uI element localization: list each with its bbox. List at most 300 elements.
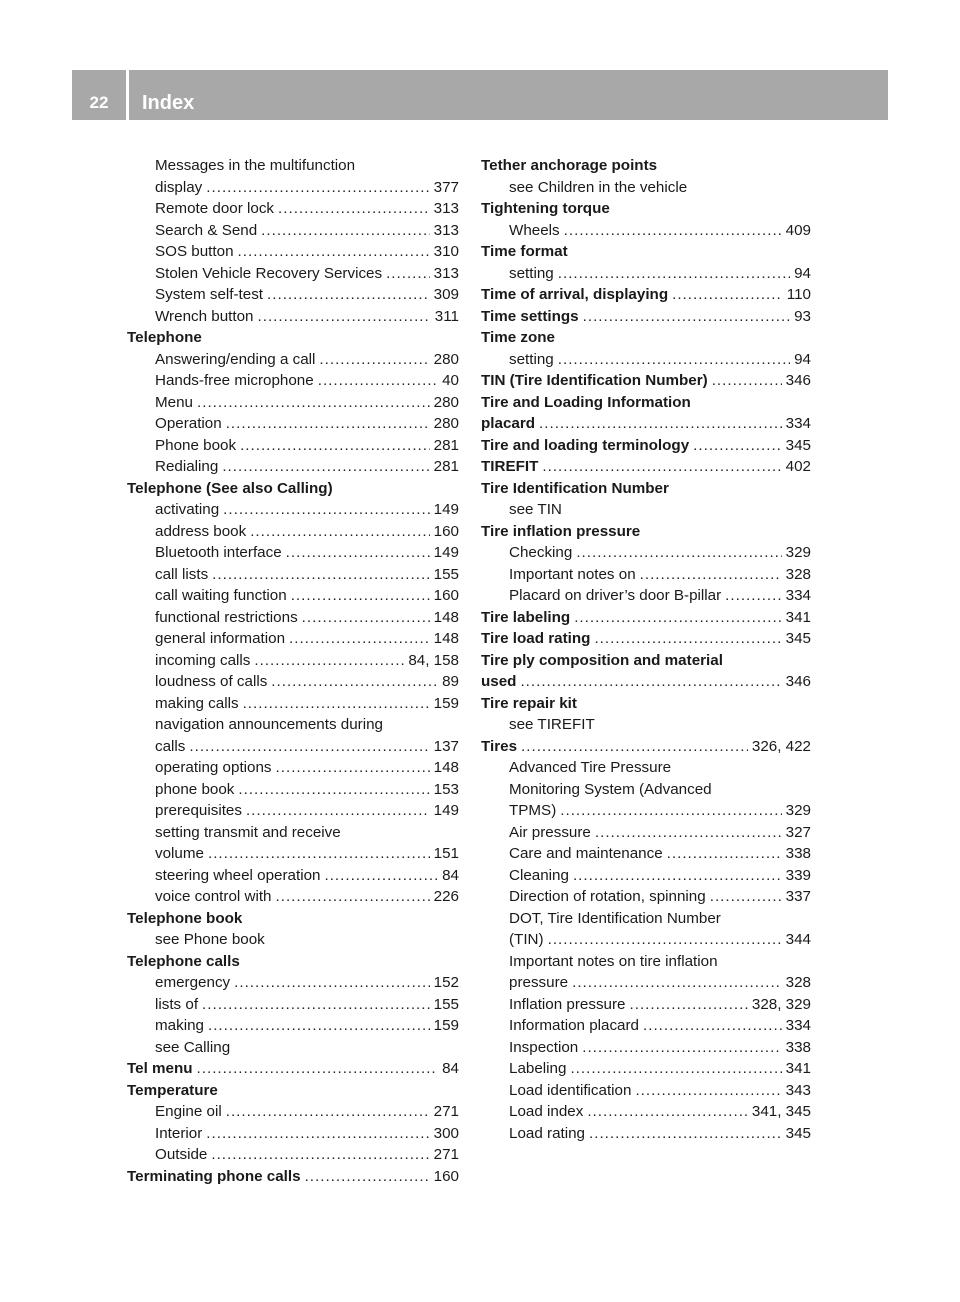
- index-subentry[interactable]: [127, 800, 459, 822]
- entry-text: calls: [155, 737, 186, 755]
- page-reference[interactable]: 328, 329: [751, 995, 811, 1013]
- page-reference[interactable]: 328: [785, 565, 811, 583]
- page-reference[interactable]: 313: [433, 221, 459, 239]
- index-heading: [481, 650, 811, 672]
- index-heading: [481, 478, 811, 500]
- dot-leader: [208, 843, 430, 865]
- page-reference[interactable]: 84: [442, 866, 459, 884]
- index-heading: [481, 392, 811, 414]
- entry-text: Important notes on: [509, 565, 636, 583]
- entry-text: Wheels: [509, 221, 560, 239]
- index-subentry[interactable]: [481, 1058, 811, 1080]
- dot-leader: [250, 521, 429, 543]
- dot-leader: [594, 628, 781, 650]
- index-subentry[interactable]: [481, 1015, 811, 1037]
- dot-leader: [587, 1101, 748, 1123]
- entry-text: Checking: [509, 544, 573, 561]
- index-subentry: [127, 822, 459, 844]
- dot-leader: [212, 564, 429, 586]
- dot-leader: [289, 628, 430, 650]
- page-reference[interactable]: 311: [434, 307, 459, 325]
- dot-leader: [226, 413, 430, 435]
- entry-text: Tire Identification Number: [481, 479, 669, 497]
- index-subentry[interactable]: [127, 564, 459, 586]
- entry-text: making: [155, 1017, 204, 1034]
- entry-text: see Phone book: [155, 931, 265, 948]
- page-reference[interactable]: 334: [785, 415, 811, 432]
- page-reference[interactable]: 281: [433, 436, 459, 454]
- entry-text: lists of: [155, 995, 199, 1013]
- index-subentry[interactable]: [127, 693, 459, 715]
- page-reference[interactable]: 328: [785, 974, 811, 991]
- index-subentry[interactable]: [127, 843, 459, 865]
- dot-leader: [206, 177, 429, 199]
- dot-leader: [667, 843, 782, 865]
- entry-text: pressure: [509, 974, 569, 991]
- dot-leader: [564, 220, 782, 242]
- index-heading: [481, 198, 811, 220]
- index-subentry[interactable]: [127, 435, 459, 457]
- entry-text: activating: [155, 501, 220, 518]
- index-subentry[interactable]: [127, 886, 459, 908]
- page-reference[interactable]: 337: [785, 888, 811, 905]
- entry-text: Redialing: [155, 458, 219, 475]
- page-reference[interactable]: 338: [785, 1038, 811, 1056]
- dot-leader: [595, 822, 782, 844]
- dot-leader: [319, 349, 429, 371]
- index-heading[interactable]: [481, 284, 811, 306]
- page-reference[interactable]: 160: [433, 522, 459, 540]
- index-heading: [127, 327, 459, 349]
- index-heading: [127, 951, 459, 973]
- entry-text: incoming calls: [155, 651, 251, 669]
- entry-text: Tires: [481, 737, 518, 755]
- index-subentry[interactable]: [481, 822, 811, 844]
- entry-text: TIN (Tire Identification Number): [481, 372, 708, 389]
- page-reference[interactable]: 345: [785, 1124, 811, 1142]
- entry-text: see TIREFIT: [509, 716, 595, 733]
- index-subentry[interactable]: [481, 1037, 811, 1059]
- dot-leader: [386, 263, 430, 285]
- page-reference[interactable]: 313: [433, 200, 459, 217]
- entry-text: Remote door lock: [155, 200, 275, 217]
- index-subentry[interactable]: [127, 413, 459, 435]
- dot-leader: [635, 1080, 781, 1102]
- index-subentry[interactable]: [481, 929, 811, 951]
- index-subentry[interactable]: [481, 349, 811, 371]
- page-reference[interactable]: 148: [433, 759, 459, 776]
- entry-text: setting transmit and receive: [155, 823, 341, 841]
- entry-text: volume: [155, 845, 204, 862]
- entry-text: DOT, Tire Identification Number: [509, 909, 721, 927]
- page-number: 22: [89, 93, 109, 112]
- index-column-right: [481, 155, 811, 1144]
- dot-leader: [539, 413, 782, 435]
- entry-text: System self-test: [155, 286, 264, 303]
- page-reference[interactable]: 280: [433, 393, 459, 411]
- dot-leader: [572, 972, 782, 994]
- page-reference[interactable]: 326, 422: [751, 737, 811, 755]
- entry-text: Search & Send: [155, 221, 258, 239]
- page-reference[interactable]: 377: [433, 178, 459, 196]
- entry-text: Tightening torque: [481, 200, 610, 217]
- entry-text: call lists: [155, 565, 209, 583]
- page-reference[interactable]: 94: [794, 350, 811, 368]
- index-subentry[interactable]: [481, 886, 811, 908]
- entry-text: Tire ply composition and material: [481, 651, 723, 669]
- index-subentry[interactable]: [127, 671, 459, 693]
- page-reference[interactable]: 409: [785, 221, 811, 239]
- index-subentry[interactable]: [127, 241, 459, 263]
- entry-text: Advanced Tire Pressure: [509, 759, 672, 776]
- entry-text: Tether anchorage points: [481, 157, 658, 174]
- entry-text: Placard on driver’s door B-pillar: [509, 587, 722, 604]
- index-subentry[interactable]: [481, 1101, 811, 1123]
- page-reference[interactable]: 148: [433, 608, 459, 626]
- index-subentry[interactable]: [127, 306, 459, 328]
- page-reference[interactable]: 344: [785, 931, 811, 948]
- page-reference[interactable]: 159: [433, 694, 459, 712]
- index-subentry[interactable]: [481, 972, 811, 994]
- page-reference[interactable]: 149: [433, 802, 459, 819]
- index-subentry[interactable]: [481, 263, 811, 285]
- page-reference[interactable]: 151: [433, 845, 459, 862]
- index-heading: [127, 1080, 459, 1102]
- entry-text: SOS button: [155, 243, 234, 260]
- entry-text: Tel menu: [127, 1060, 193, 1077]
- index-subentry[interactable]: [127, 1101, 459, 1123]
- dot-leader: [710, 886, 782, 908]
- entry-text: Tire repair kit: [481, 694, 577, 712]
- index-subentry[interactable]: [481, 865, 811, 887]
- entry-text: Temperature: [127, 1081, 218, 1099]
- page-reference[interactable]: 271: [433, 1146, 459, 1163]
- dot-leader: [276, 886, 430, 908]
- page-reference[interactable]: 310: [433, 243, 459, 260]
- entry-text: Tire labeling: [481, 608, 571, 626]
- page-reference[interactable]: 94: [794, 264, 811, 282]
- index-heading[interactable]: [127, 1166, 459, 1188]
- index-subentry: [481, 714, 811, 736]
- entry-text: Important notes on tire inflation: [509, 952, 718, 970]
- index-heading: [481, 521, 811, 543]
- page-reference[interactable]: 402: [785, 458, 811, 475]
- entry-text: voice control with: [155, 888, 272, 905]
- index-subentry[interactable]: [481, 542, 811, 564]
- dot-leader: [271, 671, 438, 693]
- entry-text: Load identification: [509, 1081, 632, 1099]
- index-subentry: [481, 908, 811, 930]
- page-reference[interactable]: 89: [442, 673, 459, 690]
- index-subentry[interactable]: [481, 800, 811, 822]
- index-subentry[interactable]: [127, 349, 459, 371]
- page-reference[interactable]: 345: [785, 436, 811, 454]
- entry-text: setting: [509, 264, 554, 282]
- dot-leader: [570, 1058, 781, 1080]
- entry-text: loudness of calls: [155, 673, 268, 690]
- index-subentry[interactable]: [127, 220, 459, 242]
- entry-text: Inflation pressure: [509, 995, 626, 1013]
- entry-text: Wrench button: [155, 307, 254, 325]
- dot-leader: [197, 1058, 439, 1080]
- entry-text: used: [481, 673, 517, 690]
- index-subentry[interactable]: [127, 198, 459, 220]
- index-heading[interactable]: [481, 671, 811, 693]
- page-reference[interactable]: 345: [785, 630, 811, 647]
- index-subentry[interactable]: [127, 263, 459, 285]
- index-heading: [481, 241, 811, 263]
- index-heading[interactable]: [481, 306, 811, 328]
- dot-leader: [725, 585, 781, 607]
- index-heading[interactable]: [127, 1058, 459, 1080]
- dot-leader: [261, 220, 429, 242]
- dot-leader: [254, 650, 404, 672]
- index-heading[interactable]: [481, 413, 811, 435]
- page-reference[interactable]: 148: [433, 630, 459, 647]
- dot-leader: [672, 284, 783, 306]
- page-reference[interactable]: 341: [785, 608, 811, 626]
- entry-text: general information: [155, 630, 286, 647]
- index-subentry[interactable]: [127, 177, 459, 199]
- entry-text: Load index: [509, 1103, 584, 1120]
- index-subentry[interactable]: [127, 736, 459, 758]
- index-subentry[interactable]: [127, 607, 459, 629]
- index-subentry[interactable]: [481, 994, 811, 1016]
- index-subentry[interactable]: [127, 972, 459, 994]
- entry-text: navigation announcements during: [155, 716, 383, 733]
- page-reference[interactable]: 341, 345: [751, 1103, 811, 1120]
- entry-text: address book: [155, 522, 247, 540]
- page-reference[interactable]: 155: [433, 995, 459, 1013]
- index-subentry[interactable]: [481, 585, 811, 607]
- dot-leader: [286, 542, 430, 564]
- dot-leader: [640, 564, 782, 586]
- entry-text: Time of arrival, displaying: [481, 286, 669, 303]
- page-reference[interactable]: 110: [786, 286, 811, 303]
- page-reference[interactable]: 300: [433, 1124, 459, 1142]
- entry-text: Inspection: [509, 1038, 579, 1056]
- dot-leader: [238, 779, 429, 801]
- index-subentry[interactable]: [127, 779, 459, 801]
- index-subentry[interactable]: [127, 521, 459, 543]
- page-reference[interactable]: 346: [785, 673, 811, 690]
- index-subentry[interactable]: [127, 542, 459, 564]
- section-title: Index: [142, 92, 195, 114]
- dot-leader: [189, 736, 429, 758]
- index-subentry[interactable]: [127, 456, 459, 478]
- dot-leader: [238, 241, 430, 263]
- entry-text: Time settings: [481, 307, 579, 325]
- index-subentry[interactable]: [481, 220, 811, 242]
- page-reference[interactable]: 339: [785, 866, 811, 884]
- dot-leader: [693, 435, 782, 457]
- entry-text: Operation: [155, 415, 222, 432]
- page-reference[interactable]: 155: [433, 565, 459, 583]
- entry-text: Tire and Loading Information: [481, 393, 691, 411]
- dot-leader: [558, 263, 790, 285]
- header-divider: [126, 70, 129, 120]
- dot-leader: [240, 435, 430, 457]
- page-reference[interactable]: 334: [785, 587, 811, 604]
- entry-text: Time zone: [481, 329, 555, 346]
- index-heading: [127, 908, 459, 930]
- dot-leader: [560, 800, 781, 822]
- page-reference[interactable]: 338: [785, 845, 811, 862]
- page-reference[interactable]: 271: [433, 1103, 459, 1120]
- page-reference[interactable]: 159: [433, 1017, 459, 1034]
- entry-text: see TIN: [509, 501, 562, 518]
- entry-text: Telephone (See also Calling): [127, 479, 333, 497]
- index-subentry: [127, 714, 459, 736]
- index-subentry[interactable]: [127, 392, 459, 414]
- entry-text: Telephone calls: [127, 952, 240, 970]
- index-subentry[interactable]: [127, 284, 459, 306]
- dot-leader: [222, 456, 429, 478]
- dot-leader: [211, 1144, 429, 1166]
- page-reference[interactable]: 309: [433, 286, 459, 303]
- index-subentry[interactable]: [481, 1080, 811, 1102]
- index-subentry[interactable]: [127, 1144, 459, 1166]
- index-heading: [127, 478, 459, 500]
- index-subentry[interactable]: [127, 994, 459, 1016]
- entry-text: call waiting function: [155, 587, 287, 604]
- entry-text: Tire and loading terminology: [481, 436, 690, 454]
- index-subentry: [481, 177, 811, 199]
- page-reference[interactable]: 281: [433, 458, 459, 475]
- entry-text: Load rating: [509, 1124, 585, 1142]
- page-reference[interactable]: 226: [433, 888, 459, 905]
- dot-leader: [576, 542, 781, 564]
- index-subentry[interactable]: [127, 757, 459, 779]
- page-reference[interactable]: 40: [442, 372, 459, 389]
- page-reference[interactable]: 329: [785, 802, 811, 819]
- page-reference[interactable]: 153: [433, 780, 459, 798]
- index-heading: [481, 155, 811, 177]
- index-subentry: [481, 951, 811, 973]
- index-subentry[interactable]: [127, 650, 459, 672]
- entry-text: display: [155, 178, 203, 196]
- entry-text: functional restrictions: [155, 608, 298, 626]
- entry-text: prerequisites: [155, 802, 242, 819]
- page-header: [72, 70, 888, 120]
- dot-leader: [573, 865, 782, 887]
- page-reference[interactable]: 327: [785, 823, 811, 841]
- dot-leader: [630, 994, 748, 1016]
- entry-text: Tire inflation pressure: [481, 522, 641, 540]
- entry-text: Care and maintenance: [509, 845, 663, 862]
- dot-leader: [589, 1123, 782, 1145]
- page-reference[interactable]: 149: [433, 544, 459, 561]
- index-heading[interactable]: [481, 435, 811, 457]
- dot-leader: [267, 284, 430, 306]
- index-subentry[interactable]: [127, 1123, 459, 1145]
- page-reference[interactable]: 346: [785, 372, 811, 389]
- index-subentry[interactable]: [127, 628, 459, 650]
- index-heading[interactable]: [481, 370, 811, 392]
- index-heading[interactable]: [481, 628, 811, 650]
- index-subentry[interactable]: [481, 564, 811, 586]
- dot-leader: [558, 349, 790, 371]
- page-reference[interactable]: 137: [433, 737, 459, 755]
- page-reference[interactable]: 84: [442, 1060, 459, 1077]
- page-reference[interactable]: 329: [785, 544, 811, 561]
- page-reference[interactable]: 160: [433, 1167, 459, 1185]
- page-reference[interactable]: 343: [785, 1081, 811, 1099]
- index-subentry[interactable]: [127, 1015, 459, 1037]
- page-reference[interactable]: 280: [433, 415, 459, 432]
- page-reference[interactable]: 160: [433, 587, 459, 604]
- entry-text: Monitoring System (Advanced: [509, 780, 712, 798]
- entry-text: Interior: [155, 1124, 203, 1142]
- entry-text: operating options: [155, 759, 272, 776]
- index-subentry: [481, 499, 811, 521]
- index-subentry[interactable]: [481, 1123, 811, 1145]
- dot-leader: [574, 607, 781, 629]
- page-reference[interactable]: 84, 158: [408, 651, 459, 669]
- page-reference[interactable]: 152: [433, 974, 459, 991]
- index-subentry[interactable]: [127, 370, 459, 392]
- index-subentry[interactable]: [127, 499, 459, 521]
- dot-leader: [305, 1166, 430, 1188]
- dot-leader: [223, 499, 429, 521]
- entry-text: Engine oil: [155, 1103, 222, 1120]
- entry-text: Tire load rating: [481, 630, 591, 647]
- page-reference[interactable]: 280: [433, 350, 459, 368]
- dot-leader: [226, 1101, 430, 1123]
- entry-text: emergency: [155, 974, 231, 991]
- index-heading[interactable]: [481, 736, 811, 758]
- dot-leader: [202, 994, 430, 1016]
- dot-leader: [521, 736, 748, 758]
- entry-text: phone book: [155, 780, 235, 798]
- entry-text: Terminating phone calls: [127, 1167, 301, 1185]
- page-reference[interactable]: 93: [794, 307, 811, 325]
- dot-leader: [258, 306, 431, 328]
- dot-leader: [234, 972, 430, 994]
- page-reference[interactable]: 149: [433, 501, 459, 518]
- page-reference[interactable]: 341: [785, 1060, 811, 1077]
- dot-leader: [712, 370, 782, 392]
- entry-text: setting: [509, 350, 554, 368]
- index-subentry[interactable]: [127, 585, 459, 607]
- index-subentry: [127, 155, 459, 177]
- entry-text: Menu: [155, 393, 193, 411]
- dot-leader: [246, 800, 430, 822]
- entry-text: Telephone book: [127, 909, 243, 927]
- index-subentry[interactable]: [127, 865, 459, 887]
- index-subentry[interactable]: [481, 843, 811, 865]
- entry-text: TIREFIT: [481, 458, 539, 475]
- index-subentry: [481, 757, 811, 779]
- page-reference[interactable]: 313: [433, 264, 459, 282]
- dot-leader: [243, 693, 430, 715]
- dot-leader: [643, 1015, 782, 1037]
- entry-text: see Calling: [155, 1038, 231, 1056]
- dot-leader: [208, 1015, 430, 1037]
- entry-text: placard: [481, 415, 536, 432]
- entry-text: Information placard: [509, 1017, 640, 1034]
- index-column-left: [127, 155, 459, 1187]
- index-heading[interactable]: [481, 456, 811, 478]
- index-heading[interactable]: [481, 607, 811, 629]
- entry-text: Messages in the multifunction: [155, 157, 356, 174]
- dot-leader: [582, 1037, 781, 1059]
- dot-leader: [206, 1123, 429, 1145]
- dot-leader: [583, 306, 790, 328]
- page-reference[interactable]: 334: [785, 1017, 811, 1034]
- entry-text: making calls: [155, 694, 239, 712]
- index-subentry: [127, 929, 459, 951]
